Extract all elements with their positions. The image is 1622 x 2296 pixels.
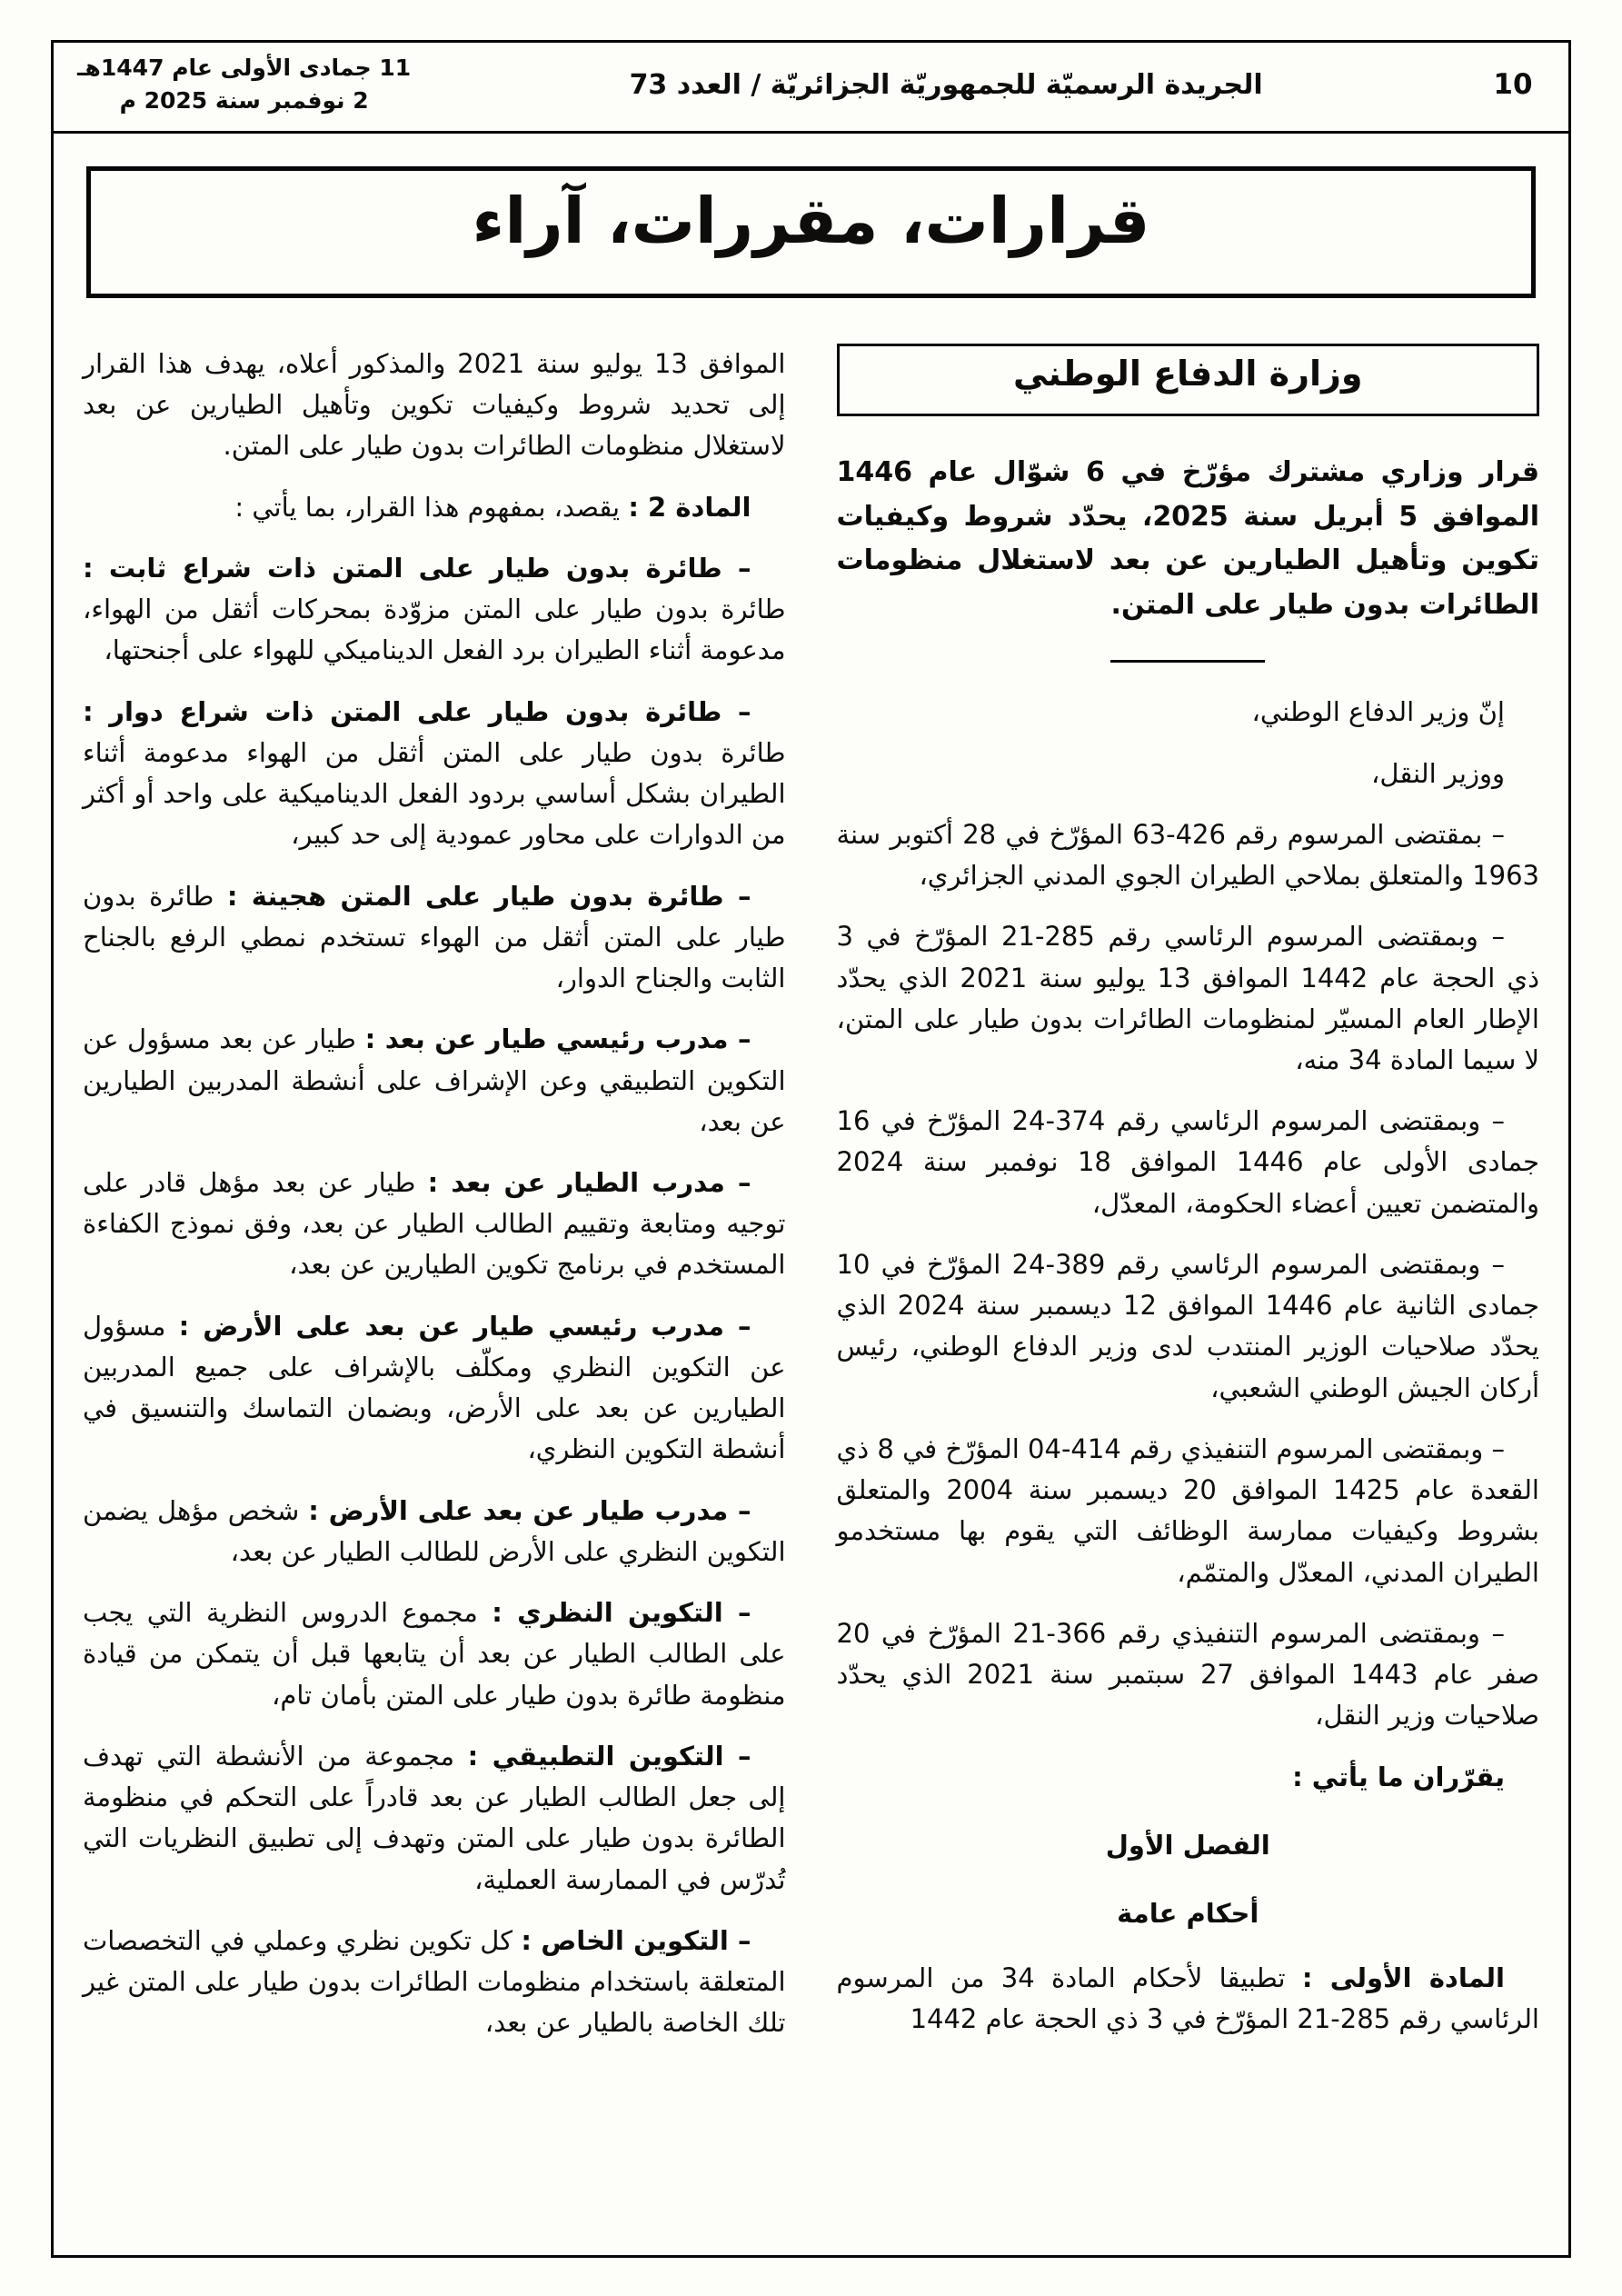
paragraph: – التكوين التطبيقي : مجموعة من الأنشطة التي تهدف إلى جعل الطالب الطيار عن بعد قادراً على التحكم في منظومة الطائرة بدون طيار على المتن وتهدف إلى تطبيق النظريات التي تُدرّس في الممارسة العملية، bbox=[83, 1740, 786, 1895]
paragraph: – وبمقتضى المرسوم الرئاسي رقم 374-24 المؤرّخ في 16 جمادى الأولى عام 1446 الموافق 18 نوفمبر سنة 2024 والمتضمن تعيين أعضاء الحكومة، المعدّل، bbox=[836, 1105, 1540, 1219]
paragraph-lead: المادة 2 : bbox=[628, 491, 751, 523]
left-column-paragraphs bbox=[83, 344, 786, 2043]
paragraph: – وبمقتضى المرسوم الرئاسي رقم 285-21 المؤرّخ في 3 ذي الحجة عام 1442 الموافق 13 يوليو سنة 2021 الذي يحدّد الإطار العام المسيّر لمنظومات الطائرات بدون طيار على المتن، لا سيما المادة 34 منه، bbox=[836, 921, 1540, 1076]
decree-title: قرار وزاري مشترك مؤرّخ في 6 شوّال عام 1446 الموافق 5 أبريل سنة 2025، يحدّد شروط وكيفيات تكوين وتأهيل الطيارين عن بعد لاستغلال منظومات الطائرات بدون طيار على المتن. bbox=[836, 456, 1540, 621]
section-banner bbox=[86, 166, 1536, 299]
paragraph-lead: – التكوين النظري : bbox=[492, 1597, 751, 1629]
left-column bbox=[83, 344, 786, 2255]
ministry-heading-box bbox=[837, 344, 1540, 416]
paragraph-lead: – مدرب الطيار عن بعد : bbox=[427, 1166, 751, 1198]
paragraph: – وبمقتضى المرسوم الرئاسي رقم 389-24 المؤرّخ في 10 جمادى الثانية عام 1446 الموافق 12 ديسمبر سنة 2024 الذي يحدّد صلاحيات الوزير المنتدب لدى وزير الدفاع الوطني، رئيس أركان الجيش الوطني الشعبي، bbox=[836, 1248, 1539, 1403]
paragraph: المادة الأولى : تطبيقا لأحكام المادة 34 من المرسوم الرئاسي رقم 285-21 المؤرّخ في 3 ذي الحجة عام 1442 bbox=[836, 1962, 1539, 2035]
banner-title: قرارات، مقررات، آراء bbox=[472, 183, 1150, 258]
paragraph: الفصل الأول bbox=[1105, 1829, 1270, 1861]
page-header bbox=[54, 43, 1568, 134]
paragraph-lead: – مدرب رئيسي طيار عن بعد : bbox=[364, 1023, 751, 1055]
paragraph: – مدرب رئيسي طيار عن بعد على الأرض : مسؤول عن التكوين النظري ومكلّف بالإشراف على جميع المدربين الطيارين عن بعد على الأرض، وبضمان التماسك والتنسيق في أنشطة التكوين النظري، bbox=[83, 1310, 786, 1465]
paragraph bbox=[837, 1757, 1540, 1798]
paragraph-lead: يقرّران ما يأتي : bbox=[1292, 1761, 1505, 1792]
journal-title: الجريدة الرسميّة للجمهوريّة الجزائريّة / العدد 73 bbox=[629, 68, 1263, 101]
paragraph: – وبمقتضى المرسوم التنفيذي رقم 414-04 المؤرّخ في 8 ذي القعدة عام 1425 الموافق 20 ديسمبر سنة 2004 والمتعلق بشروط وكيفيات ممارسة الوظائف التي يقوم بها مستخدمو الطيران المدني، المعدّل والمتمّم، bbox=[836, 1433, 1539, 1588]
paragraph-lead: – طائرة بدون طيار على المتن ذات شراع دوار : bbox=[83, 695, 751, 727]
paragraph: – بمقتضى المرسوم رقم 426-63 المؤرّخ في 28 أكتوبر سنة 1963 والمتعلق بملاحي الطيران الجوي المدني الجزائري، bbox=[836, 818, 1539, 892]
paragraph: ووزير النقل، bbox=[1371, 757, 1505, 789]
paragraph-lead: المادة الأولى : bbox=[1301, 1962, 1505, 1994]
separator-rule bbox=[1110, 660, 1265, 663]
paragraph: – وبمقتضى المرسوم التنفيذي رقم 366-21 المؤرّخ في 20 صفر عام 1443 الموافق 27 سبتمبر سنة 2021 الذي يحدّد صلاحيات وزير النقل، bbox=[836, 1617, 1539, 1732]
paragraph: – طائرة بدون طيار على المتن ذات شراع ثابت : طائرة بدون طيار على المتن مزوّدة بمحركات أثقل من الهواء، مدعومة أثناء الطيران برد الفعل الديناميكي للهواء على أجنحتها، bbox=[83, 552, 786, 666]
paragraph: – مدرب طيار عن بعد على الأرض : شخص مؤهل يضمن التكوين النظري على الأرض للطالب الطيار عن بعد، bbox=[83, 1494, 786, 1567]
ministry-heading: وزارة الدفاع الوطني bbox=[1012, 354, 1363, 394]
page-number: 10 bbox=[1493, 68, 1533, 102]
paragraph-lead: – مدرب رئيسي طيار عن بعد على الأرض : bbox=[178, 1310, 751, 1342]
paragraph: – التكوين النظري : مجموع الدروس النظرية التي يجب على الطالب الطيار عن بعد أن يتابعها قبل أن يتمكن من قيادة منظومة طائرة بدون طيار على المتن بأمان تام، bbox=[83, 1597, 786, 1711]
paragraph: – طائرة بدون طيار على المتن هجينة : طائرة بدون طيار على المتن أثقل من الهواء تستخدم نمطي الرفع بالجناح الثابت والجناح الدوار، bbox=[83, 880, 786, 994]
paragraph: المادة 2 : يقصد، بمفهوم هذا القرار، بما يأتي : bbox=[234, 491, 751, 523]
header-dates bbox=[77, 52, 411, 118]
paragraph-lead: – طائرة بدون طيار على المتن ذات شراع ثابت : bbox=[83, 552, 751, 584]
paragraph-lead: – طائرة بدون طيار على المتن هجينة : bbox=[226, 880, 751, 912]
page-frame bbox=[51, 40, 1571, 2258]
paragraph: إنّ وزير الدفاع الوطني، bbox=[1251, 696, 1505, 728]
right-column bbox=[837, 344, 1540, 2255]
paragraph: – مدرب الطيار عن بعد : طيار عن بعد مؤهل قادر على توجيه ومتابعة وتقييم الطالب الطيار عن بعد، وفق نموذج الكفاءة المستخدم في برنامج تكوين الطيارين عن بعد، bbox=[83, 1166, 786, 1281]
right-column-paragraphs bbox=[837, 692, 1540, 2040]
paragraph: – التكوين الخاص : كل تكوين نظري وعملي في التخصصات المتعلقة باستخدام منظومات الطائرات بدون طيار على المتن غير تلك الخاصة بالطيار عن بعد، bbox=[83, 1924, 786, 2039]
paragraph: الموافق 13 يوليو سنة 2021 والمذكور أعلاه، يهدف هذا القرار إلى تحديد شروط وكيفيات تكوين وتأهيل الطيارين عن بعد لاستغلال منظومات الطائرات بدون طيار على المتن. bbox=[83, 348, 786, 462]
paragraph: – مدرب رئيسي طيار عن بعد : طيار عن بعد مسؤول عن التكوين التطبيقي وعن الإشراف على أنشطة المدربين الطيارين عن بعد، bbox=[83, 1023, 786, 1137]
paragraph-lead: – التكوين الخاص : bbox=[521, 1924, 751, 1956]
page-content bbox=[54, 322, 1568, 2255]
paragraph-lead: – التكوين التطبيقي : bbox=[467, 1740, 751, 1772]
paragraph: أحكام عامة bbox=[1117, 1898, 1259, 1929]
paragraph: – طائرة بدون طيار على المتن ذات شراع دوار : طائرة بدون طيار على المتن أثقل من الهواء مدعومة أثناء الطيران بشكل أساسي بردود الفعل الديناميكية على واحد أو أكثر من الدوارات على محاور عمودية إلى حد كبير، bbox=[83, 695, 786, 851]
paragraph-lead: – مدرب طيار عن بعد على الأرض : bbox=[308, 1494, 751, 1526]
date-gregorian: 2 نوفمبر سنة 2025 م bbox=[119, 87, 369, 115]
date-hijri: 11 جمادى الأولى عام 1447هـ bbox=[77, 55, 412, 81]
